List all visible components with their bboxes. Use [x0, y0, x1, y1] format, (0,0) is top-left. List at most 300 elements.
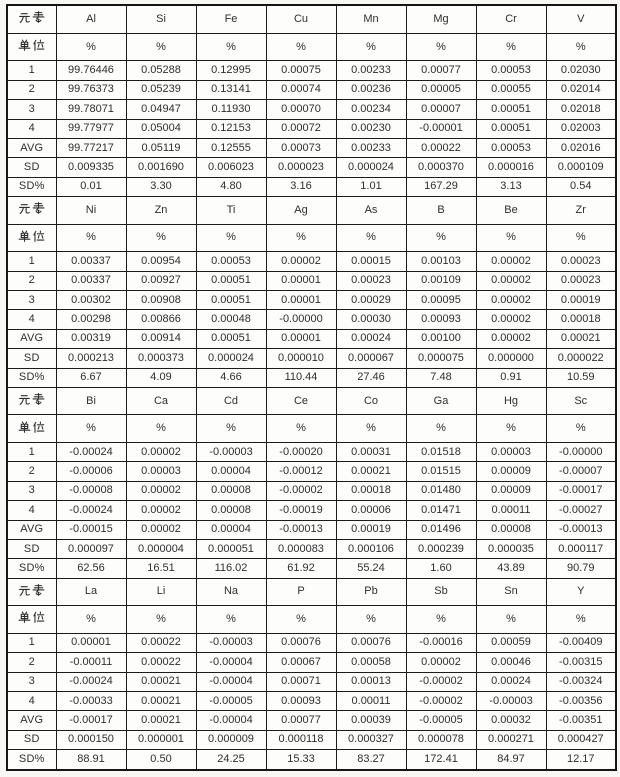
value-cell: 0.00109	[406, 271, 476, 290]
element-header-row-4	[7, 578, 616, 605]
value-cell: 0.00055	[476, 80, 546, 99]
value-cell: 0.05288	[126, 61, 196, 80]
element-symbol-cell: Si	[126, 5, 196, 33]
value-cell: 0.000067	[336, 349, 406, 368]
element-symbol-cell: Sc	[546, 387, 616, 414]
value-cell: 0.01	[56, 177, 126, 196]
value-cell: 0.00234	[336, 100, 406, 119]
unit-value-cell: %	[476, 606, 546, 633]
value-cell: 0.00002	[476, 252, 546, 271]
data-row-1-4	[7, 119, 616, 138]
value-cell: 61.92	[266, 559, 336, 578]
element-symbol-cell: Zn	[126, 197, 196, 224]
glyph-yuan-icon	[18, 393, 31, 406]
value-cell: 0.00004	[196, 520, 266, 539]
value-cell: 0.00002	[476, 310, 546, 329]
value-cell: 10.59	[546, 368, 616, 387]
value-cell: 0.000023	[266, 158, 336, 177]
value-cell: 0.009335	[56, 158, 126, 177]
unit-header-cell	[7, 415, 56, 442]
value-cell: 0.12153	[196, 119, 266, 138]
value-cell: -0.00356	[546, 691, 616, 710]
value-cell: 0.000427	[546, 730, 616, 749]
data-row-4-2	[7, 653, 616, 672]
value-cell: 0.000000	[476, 349, 546, 368]
value-cell: 0.00001	[266, 271, 336, 290]
glyph-wei-icon	[32, 421, 45, 434]
element-symbol-cell: Mn	[336, 5, 406, 33]
value-cell: 0.00011	[476, 501, 546, 520]
element-symbol-cell: Fe	[196, 5, 266, 33]
value-cell: -0.00012	[266, 462, 336, 481]
value-cell: 0.00031	[336, 442, 406, 461]
row-label-cell: SD	[7, 158, 56, 177]
value-cell: 0.00008	[196, 481, 266, 500]
row-label-cell: 3	[7, 672, 56, 691]
value-cell: 0.00072	[266, 119, 336, 138]
row-label-cell: AVG	[7, 711, 56, 730]
value-cell: 0.00075	[266, 61, 336, 80]
glyph-wei-icon	[32, 230, 45, 243]
data-row-1-3	[7, 100, 616, 119]
value-cell: -0.00005	[406, 711, 476, 730]
value-cell: 0.00002	[476, 271, 546, 290]
value-cell: 99.76446	[56, 61, 126, 80]
value-cell: 0.00021	[126, 691, 196, 710]
data-row-1-AVG	[7, 138, 616, 157]
data-row-4-1	[7, 633, 616, 652]
data-row-4-3	[7, 672, 616, 691]
element-symbol-cell: Na	[196, 578, 266, 605]
value-cell: 0.00077	[406, 61, 476, 80]
row-label-cell: SD%	[7, 750, 56, 770]
value-cell: -0.00409	[546, 633, 616, 652]
unit-value-cell: %	[406, 33, 476, 60]
value-cell: -0.00027	[546, 501, 616, 520]
value-cell: 0.00022	[406, 138, 476, 157]
value-cell: 4.66	[196, 368, 266, 387]
value-cell: 0.000078	[406, 730, 476, 749]
value-cell: 0.00023	[546, 271, 616, 290]
glyph-wei-icon	[32, 611, 45, 624]
row-label-cell: SD%	[7, 177, 56, 196]
glyph-dan-icon	[18, 611, 31, 624]
value-cell: 3.30	[126, 177, 196, 196]
value-cell: 0.00011	[336, 691, 406, 710]
value-cell: 0.00233	[336, 138, 406, 157]
value-cell: 62.56	[56, 559, 126, 578]
value-cell: 0.00337	[56, 252, 126, 271]
element-symbol-cell: Cu	[266, 5, 336, 33]
value-cell: 0.000117	[546, 539, 616, 558]
value-cell: 0.000009	[196, 730, 266, 749]
value-cell: 0.00008	[476, 520, 546, 539]
value-cell: 0.00023	[336, 271, 406, 290]
value-cell: -0.00351	[546, 711, 616, 730]
value-cell: -0.00324	[546, 672, 616, 691]
data-row-2-4	[7, 310, 616, 329]
unit-value-cell: %	[406, 415, 476, 442]
element-symbol-cell: La	[56, 578, 126, 605]
data-row-1-2	[7, 80, 616, 99]
unit-header-row-3	[7, 415, 616, 442]
value-cell: 12.17	[546, 750, 616, 770]
value-cell: 0.00093	[406, 310, 476, 329]
value-cell: 0.05004	[126, 119, 196, 138]
data-row-3-1	[7, 442, 616, 461]
value-cell: 0.000004	[126, 539, 196, 558]
element-symbol-cell: Ga	[406, 387, 476, 414]
value-cell: 0.00009	[476, 481, 546, 500]
row-label-cell: 1	[7, 633, 56, 652]
value-cell: 167.29	[406, 177, 476, 196]
value-cell: 0.000370	[406, 158, 476, 177]
value-cell: 4.80	[196, 177, 266, 196]
unit-value-cell: %	[406, 224, 476, 251]
element-symbol-cell: Sb	[406, 578, 476, 605]
value-cell: 4.09	[126, 368, 196, 387]
value-cell: 0.00024	[476, 672, 546, 691]
value-cell: 0.00021	[126, 711, 196, 730]
value-cell: 0.00002	[406, 653, 476, 672]
value-cell: 0.00002	[126, 501, 196, 520]
value-cell: -0.00011	[56, 653, 126, 672]
value-cell: 0.00021	[336, 462, 406, 481]
row-label-cell: 3	[7, 100, 56, 119]
value-cell: 0.00001	[266, 290, 336, 309]
value-cell: 0.12995	[196, 61, 266, 80]
value-cell: 0.000327	[336, 730, 406, 749]
value-cell: 0.00073	[266, 138, 336, 157]
value-cell: 0.00005	[406, 80, 476, 99]
value-cell: 3.16	[266, 177, 336, 196]
unit-value-cell: %	[126, 224, 196, 251]
value-cell: 0.00030	[336, 310, 406, 329]
element-symbol-cell: Zr	[546, 197, 616, 224]
value-cell: -0.00002	[266, 481, 336, 500]
value-cell: 0.00070	[266, 100, 336, 119]
value-cell: 0.00018	[546, 310, 616, 329]
value-cell: 0.001690	[126, 158, 196, 177]
value-cell: 0.000051	[196, 539, 266, 558]
unit-value-cell: %	[546, 224, 616, 251]
value-cell: -0.00020	[266, 442, 336, 461]
value-cell: 0.00100	[406, 329, 476, 348]
value-cell: 0.01496	[406, 520, 476, 539]
row-label-cell: SD%	[7, 368, 56, 387]
value-cell: -0.00006	[56, 462, 126, 481]
value-cell: 0.00013	[336, 672, 406, 691]
value-cell: 0.00019	[336, 520, 406, 539]
data-row-1-SD	[7, 158, 616, 177]
element-symbol-cell: Sn	[476, 578, 546, 605]
value-cell: 0.01480	[406, 481, 476, 500]
value-cell: -0.00315	[546, 653, 616, 672]
value-cell: 0.000001	[126, 730, 196, 749]
element-header-cell	[7, 197, 56, 224]
value-cell: 0.00002	[126, 520, 196, 539]
value-cell: 0.00067	[266, 653, 336, 672]
value-cell: 0.04947	[126, 100, 196, 119]
analysis-sheet	[6, 4, 617, 771]
value-cell: 0.00032	[476, 711, 546, 730]
value-cell: 0.91	[476, 368, 546, 387]
value-cell: 16.51	[126, 559, 196, 578]
unit-value-cell: %	[126, 415, 196, 442]
value-cell: 99.76373	[56, 80, 126, 99]
value-cell: 0.00046	[476, 653, 546, 672]
value-cell: 0.00058	[336, 653, 406, 672]
unit-value-cell: %	[56, 415, 126, 442]
unit-value-cell: %	[126, 33, 196, 60]
row-label-cell: SD	[7, 730, 56, 749]
unit-value-cell: %	[266, 415, 336, 442]
value-cell: 0.00015	[336, 252, 406, 271]
row-label-cell: AVG	[7, 138, 56, 157]
value-cell: -0.00016	[406, 633, 476, 652]
unit-value-cell: %	[266, 606, 336, 633]
value-cell: 0.000109	[546, 158, 616, 177]
value-cell: 0.02030	[546, 61, 616, 80]
value-cell: 0.00002	[126, 442, 196, 461]
analysis-table	[6, 4, 617, 771]
glyph-wei-icon	[32, 39, 45, 52]
value-cell: 0.000024	[196, 349, 266, 368]
element-symbol-cell: Ti	[196, 197, 266, 224]
value-cell: 0.00051	[196, 329, 266, 348]
element-symbol-cell: Li	[126, 578, 196, 605]
value-cell: 55.24	[336, 559, 406, 578]
data-row-4-AVG	[7, 711, 616, 730]
value-cell: 0.00074	[266, 80, 336, 99]
value-cell: 0.00051	[476, 119, 546, 138]
value-cell: 0.00022	[126, 633, 196, 652]
value-cell: 99.77977	[56, 119, 126, 138]
glyph-dan-icon	[18, 230, 31, 243]
value-cell: 0.00233	[336, 61, 406, 80]
glyph-su-icon	[32, 584, 45, 597]
value-cell: 0.05119	[126, 138, 196, 157]
value-cell: 0.000239	[406, 539, 476, 558]
value-cell: -0.00001	[406, 119, 476, 138]
value-cell: 0.01515	[406, 462, 476, 481]
element-symbol-cell: Be	[476, 197, 546, 224]
unit-value-cell: %	[56, 224, 126, 251]
unit-value-cell: %	[56, 606, 126, 633]
value-cell: 3.13	[476, 177, 546, 196]
value-cell: 6.67	[56, 368, 126, 387]
value-cell: 0.00095	[406, 290, 476, 309]
glyph-su-icon	[32, 393, 45, 406]
element-header-cell	[7, 578, 56, 605]
value-cell: 0.000016	[476, 158, 546, 177]
value-cell: -0.00000	[266, 310, 336, 329]
value-cell: 1.01	[336, 177, 406, 196]
value-cell: 0.00319	[56, 329, 126, 348]
value-cell: 0.00051	[196, 290, 266, 309]
value-cell: 1.60	[406, 559, 476, 578]
value-cell: 0.00053	[476, 61, 546, 80]
value-cell: 0.02018	[546, 100, 616, 119]
element-symbol-cell: Pb	[336, 578, 406, 605]
value-cell: 0.00077	[266, 711, 336, 730]
unit-header-row-2	[7, 224, 616, 251]
unit-value-cell: %	[196, 415, 266, 442]
value-cell: 0.11930	[196, 100, 266, 119]
row-label-cell: 2	[7, 653, 56, 672]
row-label-cell: 4	[7, 501, 56, 520]
value-cell: 0.00019	[546, 290, 616, 309]
value-cell: 0.00059	[476, 633, 546, 652]
value-cell: 0.00024	[336, 329, 406, 348]
value-cell: 0.02003	[546, 119, 616, 138]
value-cell: 0.00002	[126, 481, 196, 500]
value-cell: 0.000075	[406, 349, 476, 368]
value-cell: -0.00004	[196, 711, 266, 730]
row-label-cell: AVG	[7, 329, 56, 348]
glyph-yuan-icon	[18, 11, 31, 24]
element-symbol-cell: Co	[336, 387, 406, 414]
value-cell: 0.00001	[56, 633, 126, 652]
value-cell: 0.006023	[196, 158, 266, 177]
data-row-3-2	[7, 462, 616, 481]
element-header-cell	[7, 387, 56, 414]
unit-header-cell	[7, 33, 56, 60]
value-cell: -0.00003	[476, 691, 546, 710]
value-cell: 24.25	[196, 750, 266, 770]
row-label-cell: 4	[7, 119, 56, 138]
value-cell: 0.13141	[196, 80, 266, 99]
value-cell: 0.00003	[476, 442, 546, 461]
value-cell: 0.00004	[196, 462, 266, 481]
element-symbol-cell: Hg	[476, 387, 546, 414]
value-cell: 0.00023	[546, 252, 616, 271]
value-cell: 0.00029	[336, 290, 406, 309]
value-cell: 0.00003	[126, 462, 196, 481]
value-cell: -0.00017	[546, 481, 616, 500]
value-cell: 90.79	[546, 559, 616, 578]
value-cell: -0.00004	[196, 653, 266, 672]
value-cell: 0.00002	[476, 329, 546, 348]
value-cell: 0.00236	[336, 80, 406, 99]
element-header-row-2	[7, 197, 616, 224]
data-row-3-SD%	[7, 559, 616, 578]
value-cell: -0.00024	[56, 442, 126, 461]
value-cell: 0.02016	[546, 138, 616, 157]
value-cell: -0.00004	[196, 672, 266, 691]
value-cell: 0.000118	[266, 730, 336, 749]
data-row-3-SD	[7, 539, 616, 558]
row-label-cell: 1	[7, 252, 56, 271]
element-symbol-cell: Al	[56, 5, 126, 33]
unit-value-cell: %	[56, 33, 126, 60]
value-cell: -0.00019	[266, 501, 336, 520]
value-cell: 0.00076	[266, 633, 336, 652]
value-cell: 0.00954	[126, 252, 196, 271]
value-cell: 172.41	[406, 750, 476, 770]
element-symbol-cell: Bi	[56, 387, 126, 414]
data-row-2-3	[7, 290, 616, 309]
value-cell: 0.00230	[336, 119, 406, 138]
value-cell: 88.91	[56, 750, 126, 770]
row-label-cell: 3	[7, 481, 56, 500]
value-cell: 0.01518	[406, 442, 476, 461]
row-label-cell: 3	[7, 290, 56, 309]
value-cell: 99.77217	[56, 138, 126, 157]
value-cell: 0.01471	[406, 501, 476, 520]
row-label-cell: SD	[7, 349, 56, 368]
value-cell: 0.00051	[476, 100, 546, 119]
value-cell: -0.00013	[266, 520, 336, 539]
unit-value-cell: %	[546, 606, 616, 633]
value-cell: 0.00053	[476, 138, 546, 157]
element-symbol-cell: Ag	[266, 197, 336, 224]
value-cell: -0.00017	[56, 711, 126, 730]
data-row-2-SD	[7, 349, 616, 368]
element-symbol-cell: Ni	[56, 197, 126, 224]
element-header-cell	[7, 5, 56, 33]
value-cell: 0.00908	[126, 290, 196, 309]
value-cell: 116.02	[196, 559, 266, 578]
unit-value-cell: %	[336, 33, 406, 60]
value-cell: 0.00103	[406, 252, 476, 271]
glyph-su-icon	[32, 11, 45, 24]
value-cell: 0.00866	[126, 310, 196, 329]
value-cell: 0.00006	[336, 501, 406, 520]
element-header-row-3	[7, 387, 616, 414]
value-cell: 0.00002	[476, 290, 546, 309]
data-row-1-SD%	[7, 177, 616, 196]
unit-value-cell: %	[546, 33, 616, 60]
value-cell: 0.02014	[546, 80, 616, 99]
value-cell: 0.00001	[266, 329, 336, 348]
value-cell: 0.12555	[196, 138, 266, 157]
row-label-cell: 2	[7, 271, 56, 290]
unit-header-row-4	[7, 606, 616, 633]
value-cell: 0.000150	[56, 730, 126, 749]
value-cell: 0.000213	[56, 349, 126, 368]
element-symbol-cell: Ca	[126, 387, 196, 414]
value-cell: 0.00018	[336, 481, 406, 500]
unit-value-cell: %	[336, 606, 406, 633]
value-cell: -0.00002	[406, 672, 476, 691]
data-row-4-4	[7, 691, 616, 710]
value-cell: 0.00914	[126, 329, 196, 348]
value-cell: -0.00003	[196, 633, 266, 652]
value-cell: -0.00033	[56, 691, 126, 710]
value-cell: 99.78071	[56, 100, 126, 119]
data-row-2-2	[7, 271, 616, 290]
unit-value-cell: %	[336, 224, 406, 251]
unit-value-cell: %	[266, 33, 336, 60]
value-cell: 0.000083	[266, 539, 336, 558]
value-cell: 0.000097	[56, 539, 126, 558]
value-cell: 0.00076	[336, 633, 406, 652]
value-cell: -0.00013	[546, 520, 616, 539]
element-header-row-1	[7, 5, 616, 33]
row-label-cell: 4	[7, 691, 56, 710]
value-cell: 0.000010	[266, 349, 336, 368]
value-cell: -0.00024	[56, 672, 126, 691]
value-cell: 0.05239	[126, 80, 196, 99]
value-cell: 0.00337	[56, 271, 126, 290]
glyph-dan-icon	[18, 421, 31, 434]
unit-value-cell: %	[546, 415, 616, 442]
data-row-2-1	[7, 252, 616, 271]
unit-value-cell: %	[476, 33, 546, 60]
glyph-yuan-icon	[18, 202, 31, 215]
value-cell: -0.00024	[56, 501, 126, 520]
